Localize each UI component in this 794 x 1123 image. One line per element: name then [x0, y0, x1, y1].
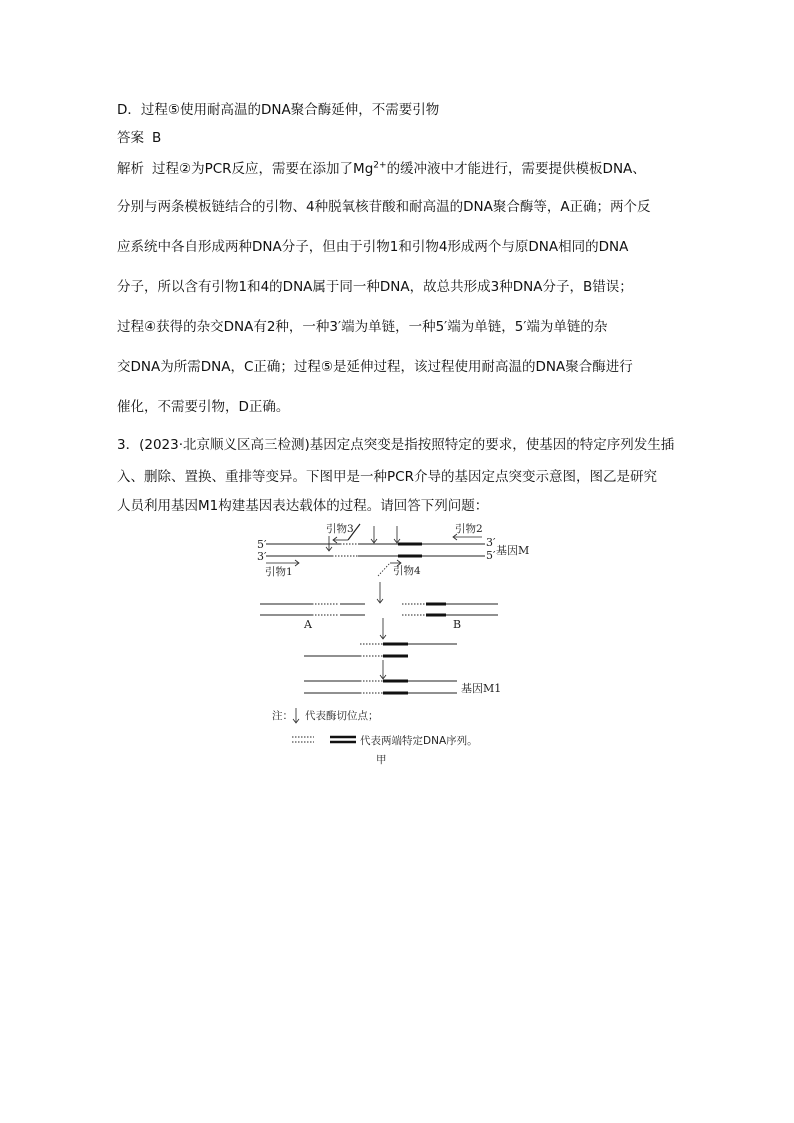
three-prime-bottom-left: 3′ [257, 550, 267, 563]
primer-4-leader [378, 563, 390, 576]
question-3-line-2: 入、删除、置换、重排等变异。下图甲是一种PCR介导的基因定点突变示意图，图乙是研究 [117, 469, 657, 485]
primer-4-label: 引物4 [393, 565, 421, 577]
analysis-line-6: 交DNA为所需DNA，C正确；过程⑤是延伸过程，该过程使用耐高温的DNA聚合酶进行 [117, 359, 633, 375]
fragment-b-label: B [453, 618, 462, 631]
analysis-line-7: 催化，不需要引物，D正确。 [117, 399, 290, 415]
analysis-text-1b: 的缓冲液中才能进行，需要提供模板DNA、 [386, 161, 646, 177]
question-3-line-3: 人员利用基因M1构建基因表达载体的过程。请回答下列问题： [117, 498, 489, 514]
five-prime-bottom-right: 5′ [486, 549, 496, 562]
option-d: D．过程⑤使用耐高温的DNA聚合酶延伸，不需要引物 [117, 102, 440, 118]
analysis-line-5: 过程④获得的杂交DNA有2种，一种3′端为单链，一种5′端为单链，5′端为单链的杂 [117, 319, 608, 335]
mg-superscript: 2+ [373, 160, 387, 171]
gene-m1-label: 基因M1 [461, 682, 502, 695]
figure-jia [250, 518, 550, 788]
primer-3-label: 引物3 [326, 523, 354, 535]
five-prime-top-left: 5′ [257, 538, 267, 551]
note-cut-site: 代表酶切位点； [305, 710, 379, 722]
answer-label: 答案 [117, 130, 144, 146]
analysis-text-1a: 过程②为PCR反应，需要在添加了Mg [152, 161, 374, 177]
answer-value: B [152, 130, 162, 146]
answer-line [117, 126, 161, 146]
primer-2-label: 引物2 [455, 523, 483, 535]
figure-caption: 甲 [376, 754, 387, 766]
fragment-a-label: A [304, 618, 312, 631]
gene-m-label: 基因M [496, 544, 530, 557]
analysis-label: 解析 [117, 161, 144, 177]
primer-1-label: 引物1 [265, 566, 293, 578]
note-prefix: 注： [272, 710, 293, 722]
three-prime-top-right: 3′ [486, 536, 496, 549]
analysis-line-4: 分子，所以含有引物1和4的DNA属于同一种DNA，故总共形成3种DNA分子，B错误； [117, 279, 633, 295]
question-3-line-1: 3．(2023·北京顺义区高三检测)基因定点突变是指按照特定的要求，使基因的特定序列发生插 [117, 437, 675, 453]
analysis-line-1 [117, 157, 646, 177]
analysis-line-3: 应系统中各自形成两种DNA分子，但由于引物1和引物4形成两个与原DNA相同的DNA [117, 239, 629, 255]
analysis-line-2: 分别与两条模板链结合的引物、4种脱氧核苷酸和耐高温的DNA聚合酶等，A正确；两个反 [117, 199, 651, 215]
note-special-seq: 代表两端特定DNA序列。 [360, 735, 478, 747]
